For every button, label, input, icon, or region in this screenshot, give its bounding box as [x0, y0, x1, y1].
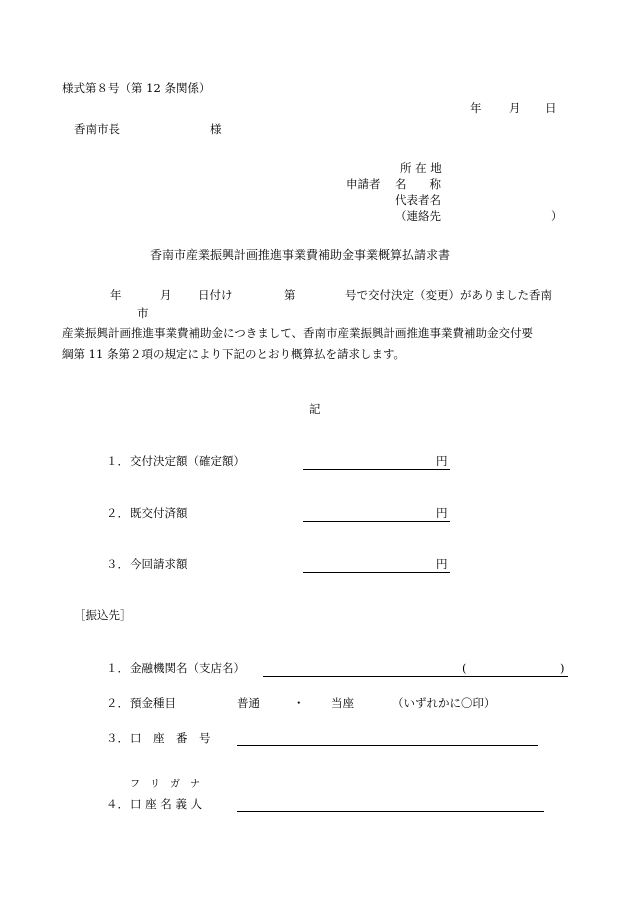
bank-paren-close: ) — [560, 661, 565, 675]
applicant-role-label: 申請者 — [346, 177, 381, 191]
deposit-label: 預金種目 — [130, 696, 176, 710]
deposit-number: ２． — [106, 696, 129, 710]
amount-line[interactable] — [303, 521, 450, 522]
body-line-3: 綱第 11 条第２項の規定により下記のとおり概算払を請求します。 — [62, 347, 406, 361]
date-year: 年 — [470, 101, 482, 115]
form-number: 様式第８号（第 12 条関係） — [62, 81, 211, 95]
body-month: 月 — [160, 288, 172, 302]
document-title: 香南市産業振興計画推進事業費補助金事業概算払請求書 — [150, 248, 451, 262]
amount-number: ２． — [106, 506, 129, 520]
account-number-label: 口 座 番 号 — [130, 731, 211, 745]
furigana-label: フ リ ガ ナ — [130, 779, 200, 790]
account-number-index: ３． — [106, 731, 129, 745]
amount-line[interactable] — [303, 572, 450, 573]
account-holder-line[interactable] — [237, 811, 544, 812]
yen-unit: 円 — [436, 454, 448, 468]
account-number-line[interactable] — [237, 745, 538, 746]
amount-label: 交付決定額（確定額） — [130, 454, 245, 468]
addressee-name: 香南市長 — [74, 122, 120, 136]
amount-label: 既交付済額 — [130, 506, 188, 520]
holder-label: 口 座 名 義 人 — [130, 797, 203, 811]
contact-close: ） — [551, 209, 563, 223]
holder-number: ４． — [106, 797, 129, 811]
body-city: 市 — [137, 306, 149, 320]
address-label: 所 在 地 — [400, 161, 442, 175]
deposit-option-checking[interactable]: 当座 — [331, 696, 354, 710]
body-decision-text: 号で交付決定（変更）がありました香南 — [345, 288, 552, 302]
date-day: 日 — [545, 101, 557, 115]
deposit-separator: ・ — [293, 696, 305, 710]
amount-label: 今回請求額 — [130, 557, 188, 571]
amount-line[interactable] — [303, 469, 450, 470]
bank-number: １． — [106, 661, 129, 675]
amount-number: ３． — [106, 557, 129, 571]
transfer-heading: ［振込先］ — [74, 608, 132, 622]
deposit-option-ordinary[interactable]: 普通 — [237, 696, 260, 710]
body-dated: 日付け — [198, 288, 233, 302]
representative-label: 代表者名 — [395, 193, 441, 207]
ki-heading: 記 — [309, 402, 321, 416]
deposit-note: （いずれかに〇印） — [392, 696, 496, 710]
body-no-prefix: 第 — [284, 288, 296, 302]
bank-name-line[interactable] — [263, 676, 568, 677]
yen-unit: 円 — [436, 506, 448, 520]
body-line-2: 産業振興計画推進事業費補助金につきまして、香南市産業振興計画推進事業費補助金交付要 — [62, 326, 534, 340]
addressee-honorific: 様 — [210, 122, 222, 136]
date-month: 月 — [509, 101, 521, 115]
body-year: 年 — [110, 288, 122, 302]
amount-number: １． — [106, 454, 129, 468]
bank-paren-open: ( — [462, 661, 467, 675]
yen-unit: 円 — [436, 557, 448, 571]
contact-label: （連絡先 — [395, 209, 441, 223]
bank-label: 金融機関名（支店名） — [130, 661, 245, 675]
name-label: 名 称 — [395, 177, 441, 191]
